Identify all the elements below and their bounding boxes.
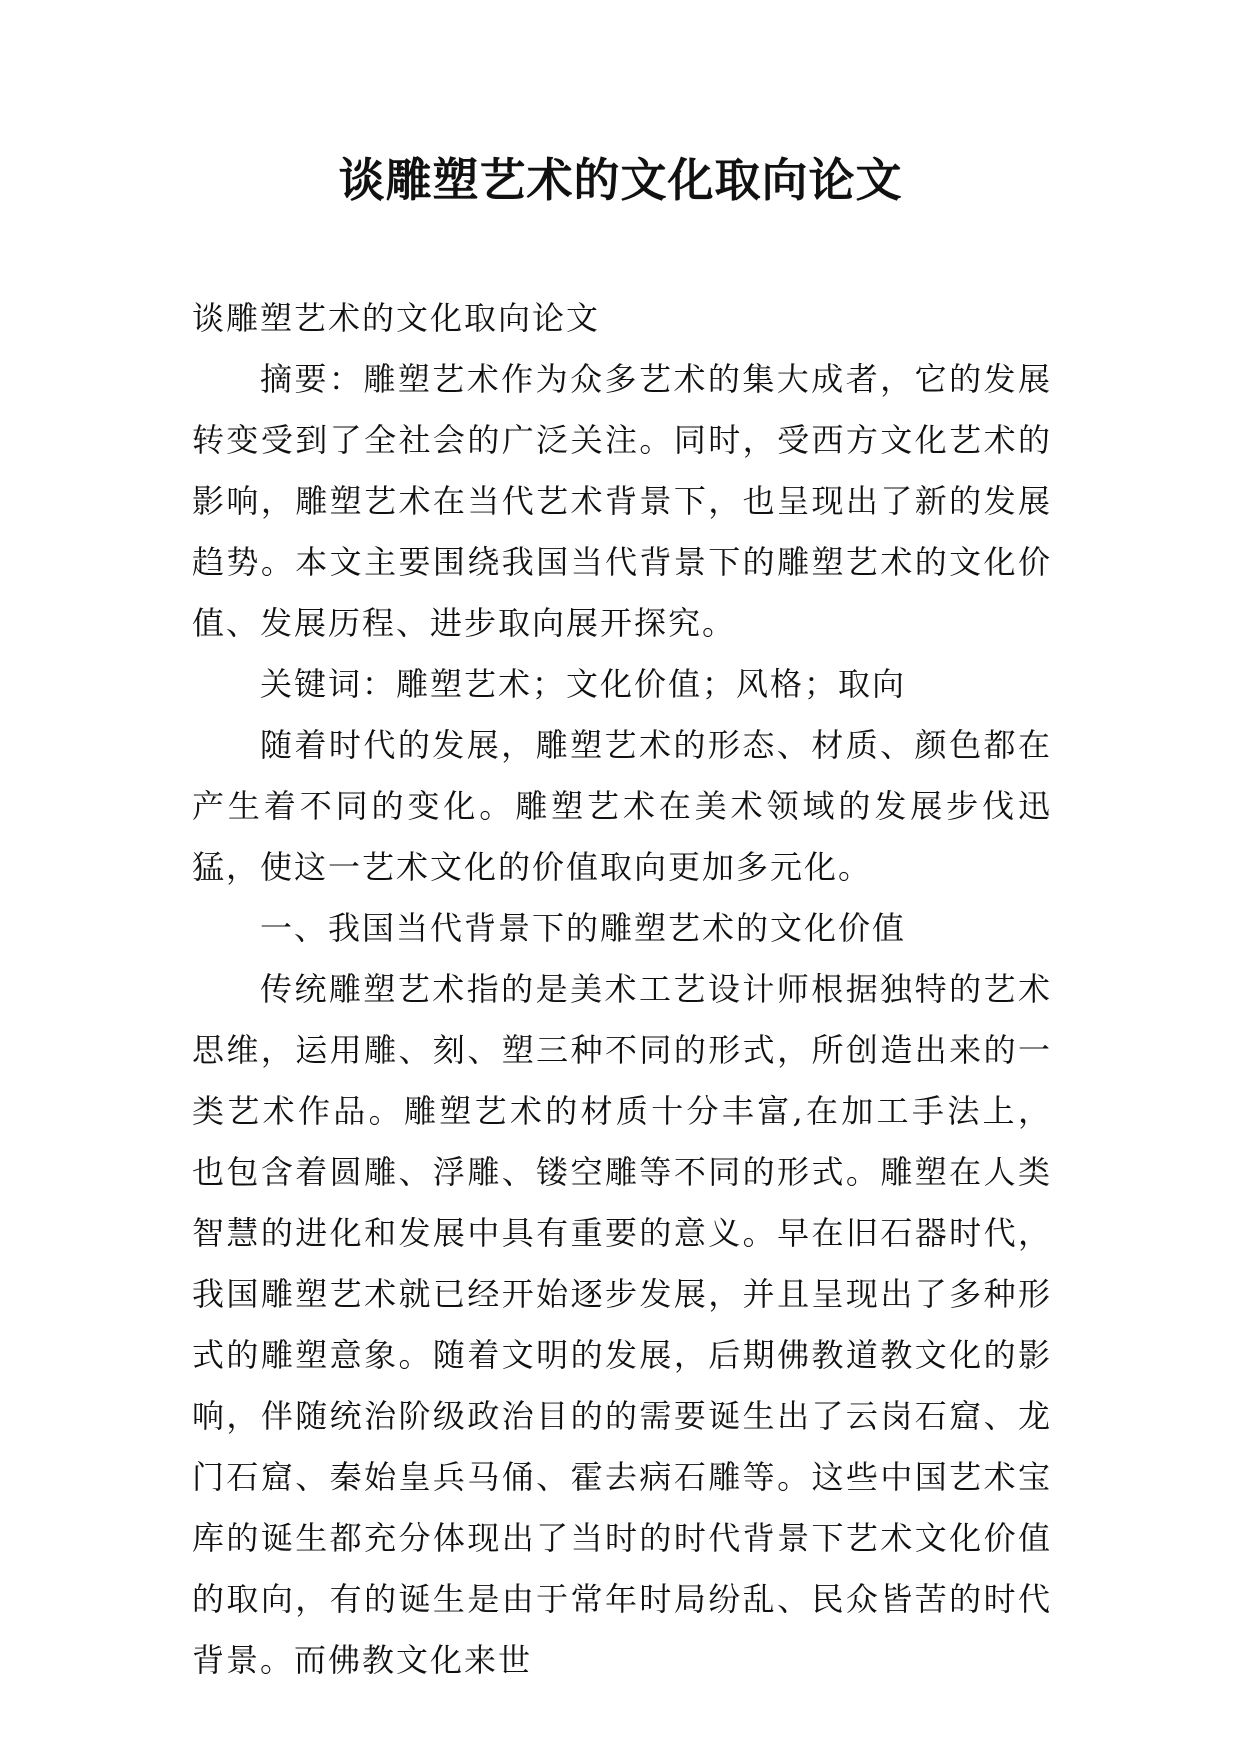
section-heading-1: 一、我国当代背景下的雕塑艺术的文化价值 — [260, 909, 907, 947]
paragraph-abstract: 摘要：雕塑艺术作为众多艺术的集大成者，它的发展转变受到了全社会的广泛关注。同时，受西方文化艺术的影响，雕塑艺术在当代艺术背景下，也呈现出了新的发展趋势。本文主要围绕我国当代背景下的雕塑艺术的文化价值、发展历程、进步取向展开探究。 — [192, 360, 1052, 642]
paragraph-intro: 随着时代的发展，雕塑艺术的形态、材质、颜色都在产生着不同的变化。雕塑艺术在美术领域的发展步伐迅猛，使这一艺术文化的价值取向更加多元化。 — [192, 726, 1052, 886]
document-title: 谈雕塑艺术的文化取向论文 — [338, 153, 903, 207]
paragraph-heading: 谈雕塑艺术的文化取向论文 — [192, 299, 601, 337]
paragraph-keywords: 关键词：雕塑艺术；文化价值；风格；取向 — [260, 665, 907, 703]
paragraph-section-1: 传统雕塑艺术指的是美术工艺设计师根据独特的艺术思维，运用雕、刻、塑三种不同的形式，所创造出来的一类艺术作品。雕塑艺术的材质十分丰富,在加工手法上，也包含着圆雕、浮雕、镂空雕等不同的形式。雕塑在人类智慧的进化和发展中具有重要的意义。早在旧石器时代，我国雕塑艺术就已经开始逐步发展，并且呈现出了多种形式的雕塑意象。随着文明的发展，后期佛教道教文化的影响，伴随统治阶级政治目的的需要诞生出了云岗石窟、龙门石窟、秦始皇兵马俑、霍去病石雕等。这些中国艺术宝库的诞生都充分体现出了当时的时代背景下艺术文化价值的取向，有的诞生是由于常年时局纷乱、民众皆苦的时代背景。而佛教文化来世 — [192, 970, 1052, 1679]
document-body — [192, 288, 1052, 1691]
